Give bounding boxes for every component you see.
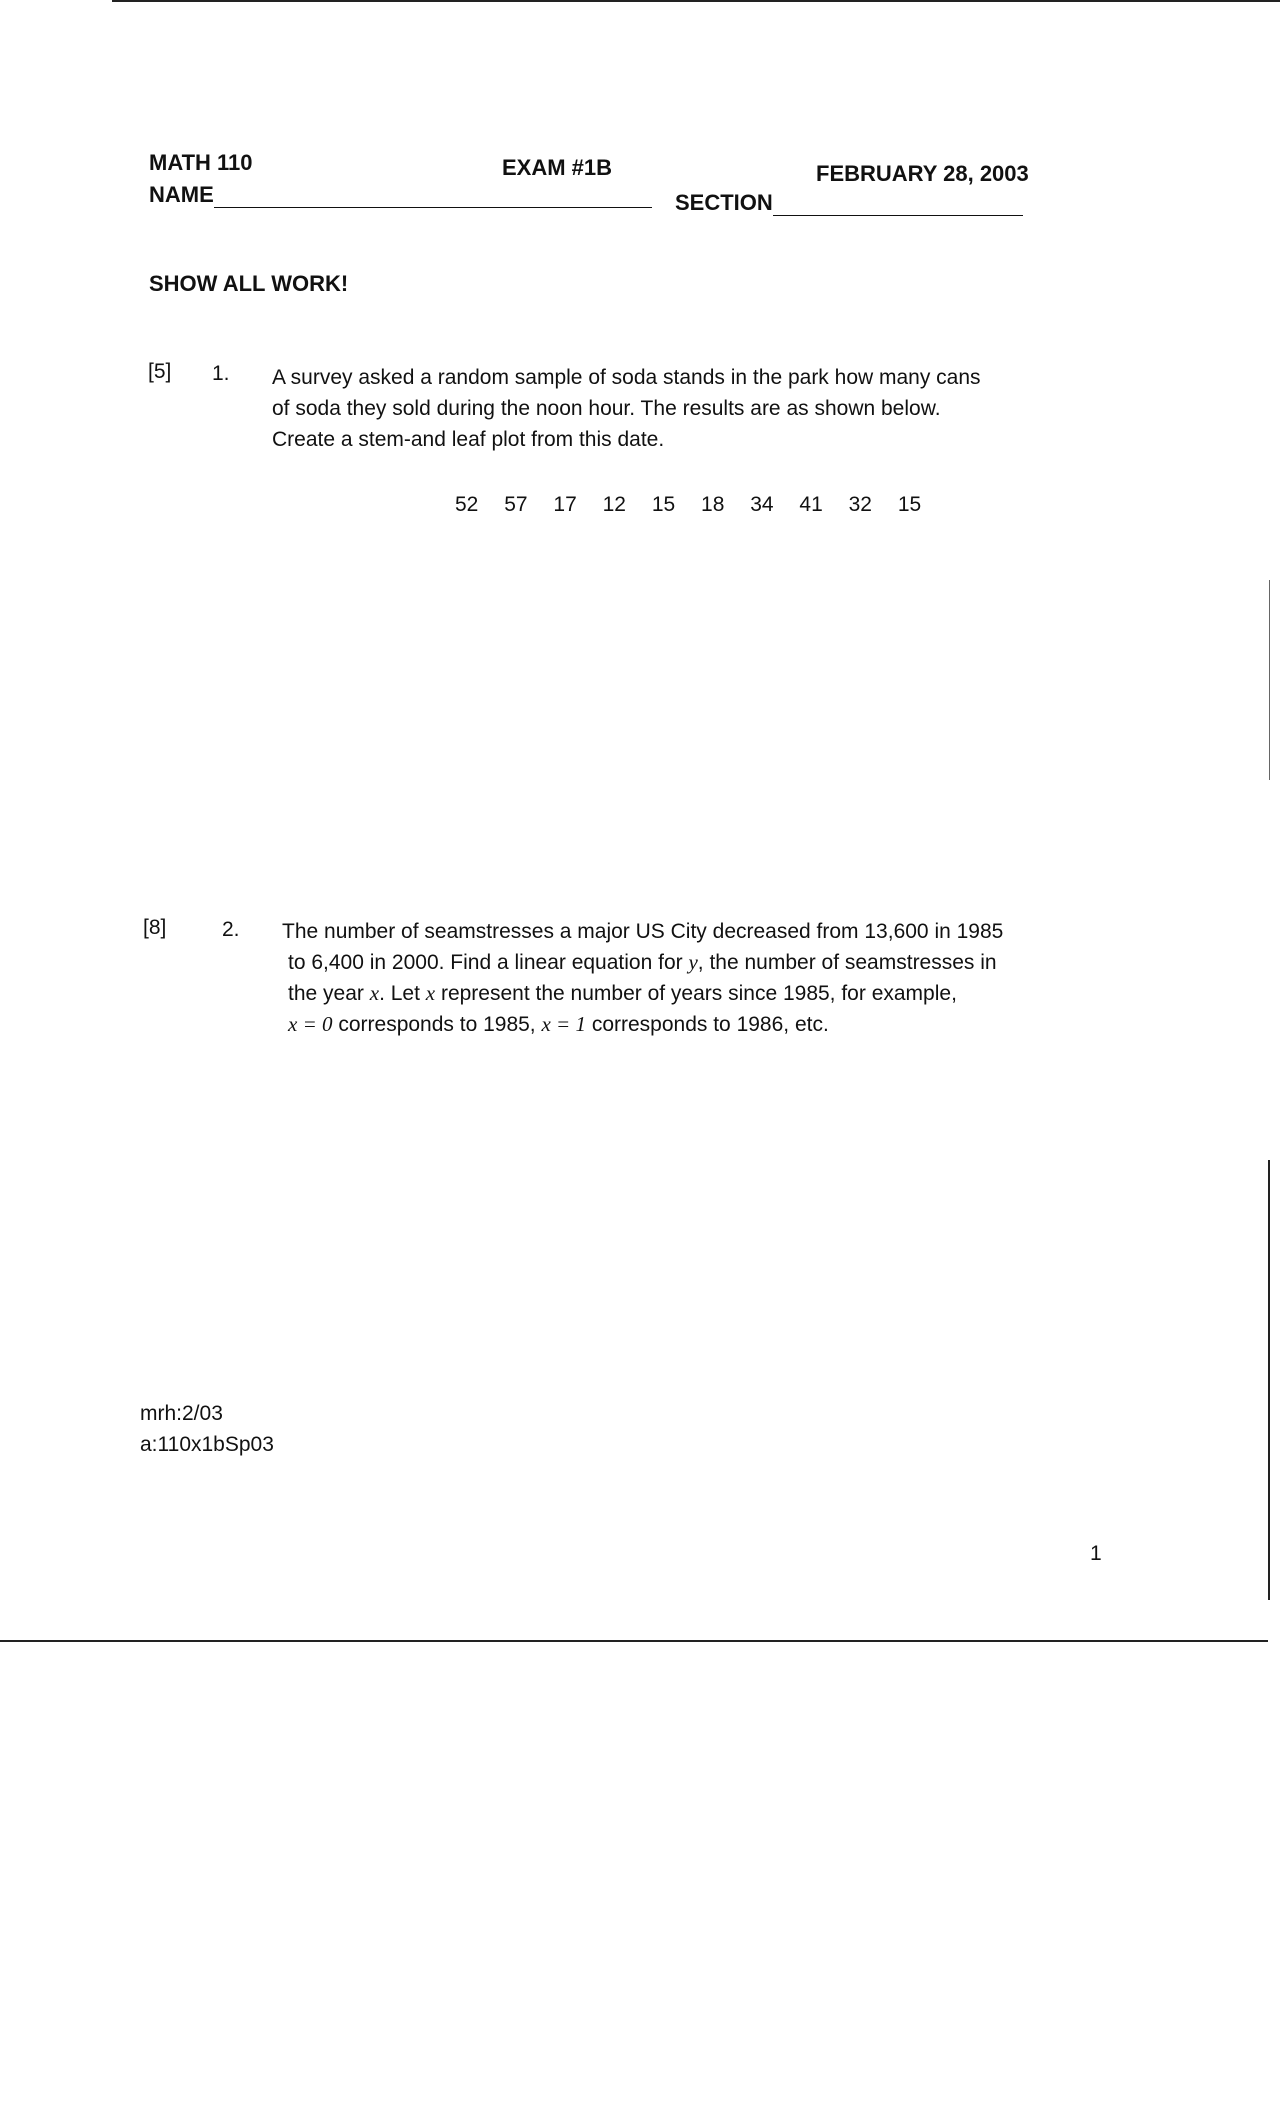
problem-2-line-2-text: to 6,400 in 2000. Find a linear equation for [288,951,683,974]
data-value: 15 [651,493,676,516]
data-value: 52 [455,493,479,516]
bottom-scan-line [0,1640,1268,1642]
problem-2-line-2 [282,947,1003,978]
problem-2-points: [8] [143,916,167,939]
right-edge-mark [1268,1160,1270,1600]
problem-2-line-4-end: corresponds to 1986, etc. [591,1013,829,1036]
x-equals-1: x = 1 [541,1012,586,1036]
problem-1-data [455,489,921,520]
section-input-line[interactable] [773,193,1023,216]
problem-2-text [282,916,1003,1040]
var-x: x [425,981,436,1005]
show-all-work: SHOW ALL WORK! [149,271,349,296]
top-scan-line [112,0,1280,2]
data-value: 12 [602,493,626,516]
problem-2-line-1: The number of seamstresses a major US City decreased from 13,600 in 1985 [282,920,1004,943]
var-y: y [688,950,698,974]
problem-1-text [272,362,981,455]
problem-2-line-3 [282,978,1003,1009]
course-title: MATH 110 [149,150,253,175]
file-code: a:110x1bSp03 [140,1433,274,1456]
problem-1-number: 1. [212,362,230,385]
data-value: 18 [701,493,725,516]
section-row [675,190,1023,216]
problem-1-points: [5] [148,360,172,383]
data-value: 41 [799,493,823,516]
data-value: 34 [750,493,774,516]
page-number: 1 [1090,1542,1102,1565]
problem-2-line-3-mid: . Let [379,982,420,1005]
problem-2-line-2-end: , the number of seamstresses in [697,951,997,974]
exam-title: EXAM #1B [502,155,613,180]
name-label: NAME [149,182,214,207]
problem-2-line-4 [282,1009,1003,1040]
data-value: 15 [897,493,922,516]
author-code: mrh:2/03 [140,1402,223,1425]
name-input-line[interactable] [214,185,652,208]
data-value: 17 [553,493,577,516]
data-value: 32 [848,493,872,516]
problem-1-line: of soda they sold during the noon hour. The results are as shown below. [272,397,941,420]
problem-1-line: A survey asked a random sample of soda stands in the park how many cans [272,366,981,389]
right-edge-mark-2 [1269,580,1270,780]
problem-1-line: Create a stem-and leaf plot from this date. [272,428,665,451]
x-equals-0: x = 0 [288,1012,333,1036]
name-row [149,182,652,208]
problem-2-number: 2. [222,918,240,941]
data-value: 57 [504,493,528,516]
problem-2-line-3-end: represent the number of years since 1985, for example, [440,982,957,1005]
problem-2-line-3-start: the year [288,982,364,1005]
section-label: SECTION [675,190,773,215]
exam-date: FEBRUARY 28, 2003 [816,161,1029,186]
problem-2-line-4-mid: corresponds to 1985, [338,1013,536,1036]
var-x: x [369,981,380,1005]
